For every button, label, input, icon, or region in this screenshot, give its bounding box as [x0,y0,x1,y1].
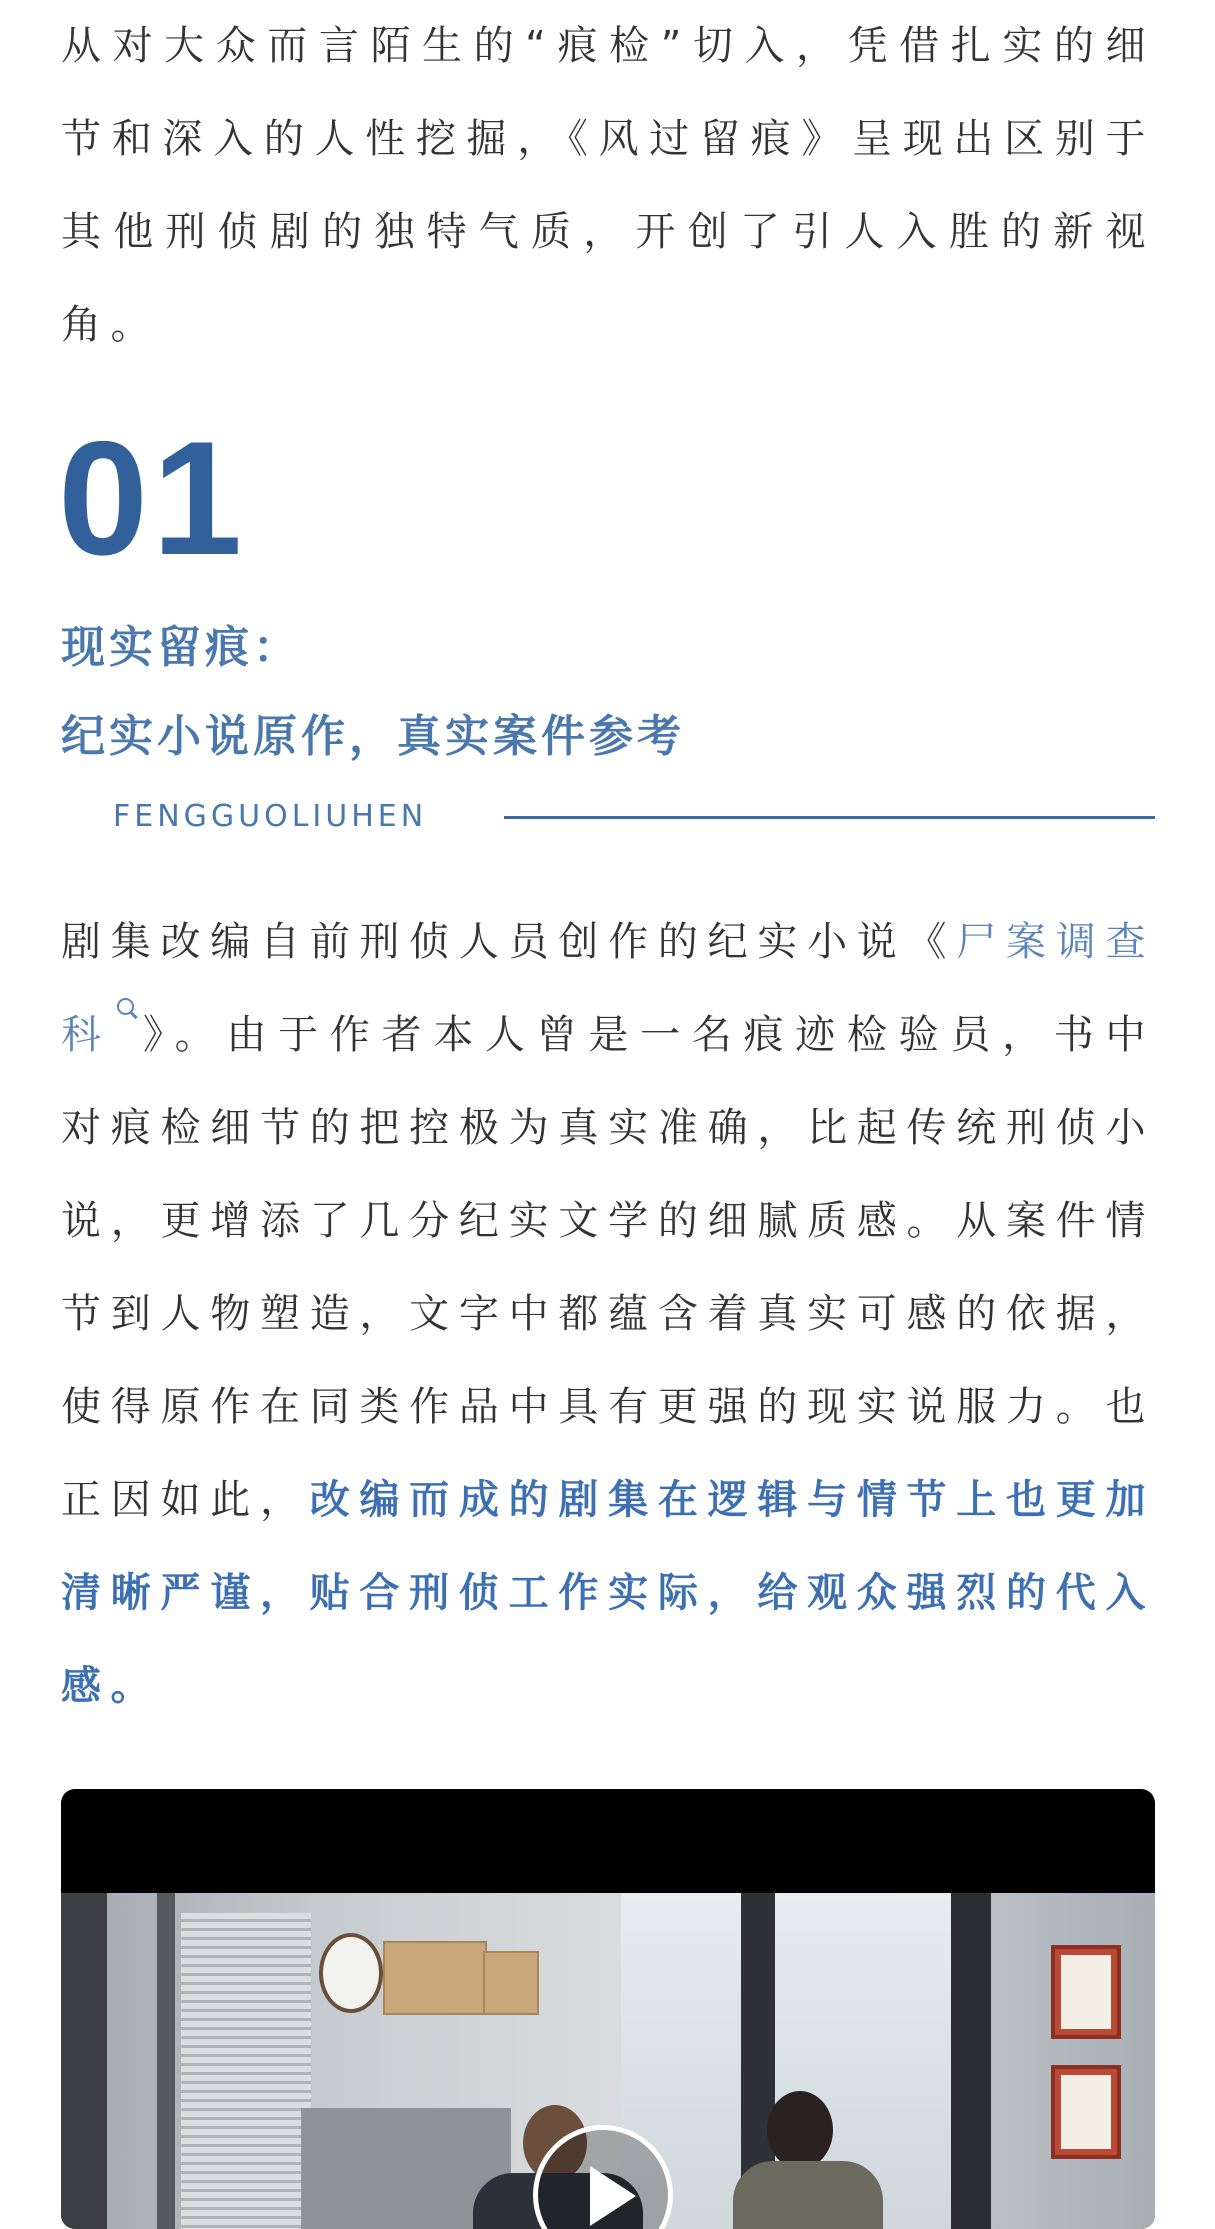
window-blinds [181,1913,311,2229]
wall-certificate [1051,2065,1121,2159]
person-right-body [733,2161,883,2229]
section-divider-line [504,816,1155,819]
body-text-after-link: 》。由于作者本人曾是一名痕迹检验员，书中对痕检细节的把控极为真实准确，比起传统刑侦小说，更增添了几分纪实文学的细腻质感。从案件情节到人物塑造，文字中都蕴含着真实可感的依据，使得原作在同类作品中具有更强的现实说服力。也正因如此， [61,1012,1156,1523]
door-frame [61,1893,107,2229]
door-frame [157,1893,175,2229]
window-frame [951,1893,991,2229]
body-text-before-link: 剧集改编自前刑侦人员创作的纪实小说《 [61,919,957,965]
intro-paragraph: 从对大众而言陌生的“痕检”切入，凭借扎实的细节和深入的人性挖掘，《风过留痕》呈现出区别于其他刑侦剧的独特气质，开创了引人入胜的新视角。 [61,23,1155,348]
section-title-line2: 纪实小说原作，真实案件参考 [61,711,685,762]
section-number: 01 [58,408,247,589]
highlighted-text: 改编而成的剧集在逻辑与情节上也更加清晰严谨，贴合刑侦工作实际，给观众强烈的代入感。 [61,1477,1156,1709]
video-player[interactable] [61,1789,1155,2229]
cardboard-box [483,1951,539,2015]
wall-certificate [1051,1945,1121,2039]
section-pinyin-subtitle: FENGGUOLIUHEN [113,799,428,834]
body-paragraph [61,896,1155,1733]
cardboard-box [383,1941,487,2015]
person-right-head [767,2091,833,2169]
wall-clock [319,1933,383,2013]
search-icon[interactable] [115,989,141,1023]
novel-link-text[interactable]: 尸案调查科 [61,919,1156,1058]
section-title-line1: 现实留痕： [61,622,301,673]
